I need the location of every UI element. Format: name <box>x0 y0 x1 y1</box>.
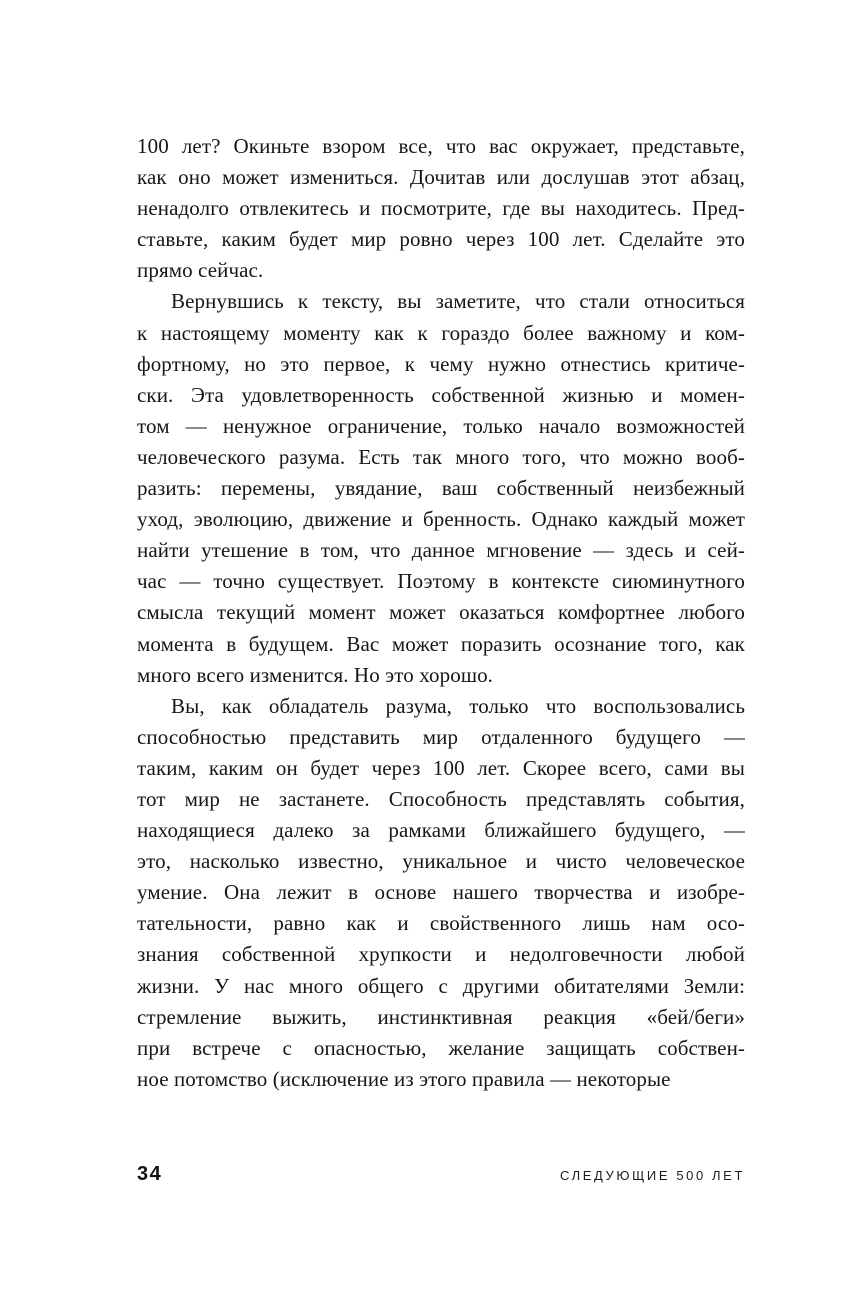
page-number: 34 <box>137 1163 163 1185</box>
text-line: 100 лет? Окиньте взором все, что вас окружает, представьте, <box>137 134 745 158</box>
text-line: прямо сейчас. <box>137 258 264 283</box>
text-line: способностью представить мир отдаленного будущего — <box>137 724 745 749</box>
page-footer <box>137 1163 745 1186</box>
text-line: умение. Она лежит в основе нашего творчества и изобре- <box>137 880 745 905</box>
paragraph <box>137 286 745 690</box>
text-line: тательности, равно как и свойственного лишь нам осо- <box>137 911 745 936</box>
text-line: уход, эволюцию, движение и бренность. Однако каждый может <box>137 507 745 532</box>
text-line: ски. Эта удовлетворенность собственной жизнью и момен- <box>137 382 745 407</box>
text-line: ное потомство (исключение из этого правила — некоторые <box>137 1066 671 1091</box>
running-footer-title: СЛЕДУЮЩИЕ 500 ЛЕТ <box>560 1168 745 1183</box>
text-line: человеческого разума. Есть так много того, что можно вооб- <box>137 444 745 469</box>
text-line: жизни. У нас много общего с другими обитателями Земли: <box>137 973 745 998</box>
text-line: разить: перемены, увядание, ваш собственный неизбежный <box>137 476 745 501</box>
text-line: это, насколько известно, уникальное и чисто человеческое <box>137 849 745 874</box>
text-line: ставьте, каким будет мир ровно через 100 лет. Сделайте это <box>137 227 745 252</box>
text-line: смысла текущий момент может оказаться комфортнее любого <box>137 600 745 625</box>
paragraph <box>137 131 745 286</box>
paragraph <box>137 691 745 1095</box>
text-line: находящиеся далеко за рамками ближайшего будущего, — <box>137 818 745 843</box>
text-line: знания собственной хрупкости и недолговечности любой <box>137 942 745 967</box>
text-line: час — точно существует. Поэтому в контексте сиюминутного <box>137 569 745 594</box>
text-line: момента в будущем. Вас может поразить осознание того, как <box>137 631 745 656</box>
text-line: ненадолго отвлекитесь и посмотрите, где вы находитесь. Пред- <box>137 196 745 221</box>
text-line: стремление выжить, инстинктивная реакция «бей/беги» <box>137 1004 745 1029</box>
text-line: при встрече с опасностью, желание защищать собствен- <box>137 1035 745 1060</box>
text-line: том — ненужное ограничение, только начало возможностей <box>137 413 745 438</box>
text-line: фортному, но это первое, к чему нужно отнестись критиче- <box>137 351 745 376</box>
body-text <box>137 131 745 1095</box>
text-line: найти утешение в том, что данное мгновение — здесь и сей- <box>137 538 745 563</box>
text-line: к настоящему моменту как к гораздо более важному и ком- <box>137 320 745 345</box>
text-line: таким, каким он будет через 100 лет. Скорее всего, сами вы <box>137 755 745 780</box>
text-line: Вы, как обладатель разума, только что воспользовались <box>171 693 745 718</box>
text-line: тот мир не застанете. Способность представлять события, <box>137 786 745 811</box>
text-line: много всего изменится. Но это хорошо. <box>137 662 494 687</box>
text-line: как оно может измениться. Дочитав или дослушав этот абзац, <box>137 165 745 190</box>
text-line: Вернувшись к тексту, вы заметите, что стали относиться <box>171 289 745 314</box>
